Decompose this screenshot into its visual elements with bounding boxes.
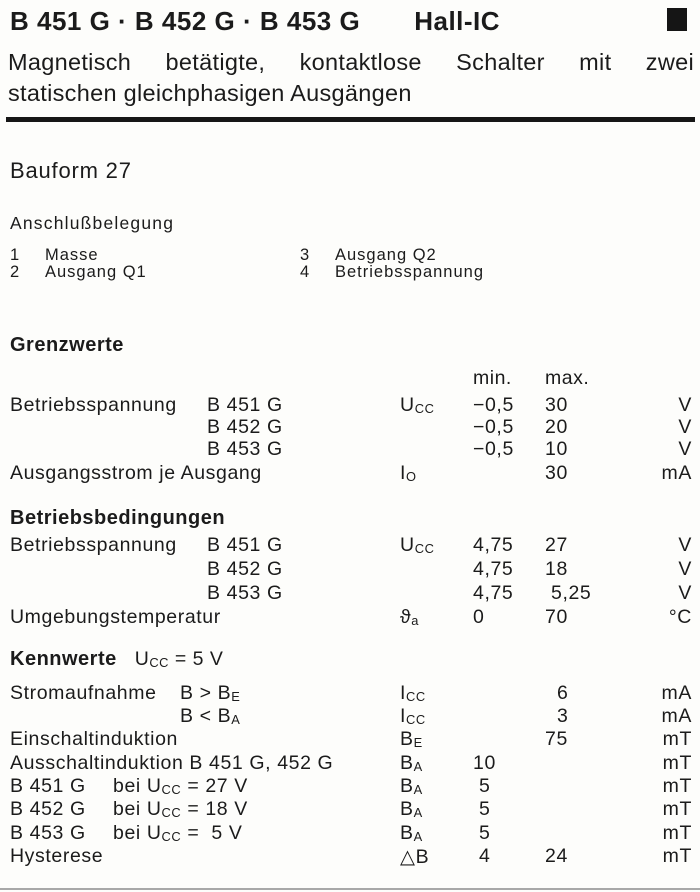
kennwerte-heading-text: Kennwerte <box>10 648 117 670</box>
max-value: 30 <box>545 394 568 416</box>
spec-condition: bei UCC = 5 V <box>113 822 243 845</box>
spec-variant: B 451 G <box>207 394 283 416</box>
pin-label: Betriebsspannung <box>335 263 485 281</box>
unit: mT <box>662 728 692 750</box>
spec-row <box>0 416 700 439</box>
pin-number: 1 <box>10 246 21 264</box>
min-value: 4,75 <box>473 558 514 580</box>
unit: °C <box>668 606 692 628</box>
max-value: 5,25 <box>545 582 592 604</box>
min-value: 5 <box>473 798 491 820</box>
corner-mark-icon <box>667 8 687 31</box>
spec-symbol: UCC <box>400 394 435 417</box>
pin-label: Ausgang Q2 <box>335 246 437 264</box>
spec-label: Betriebsspannung <box>10 534 177 556</box>
spec-row <box>0 682 700 705</box>
spec-label: Hysterese <box>10 845 104 867</box>
spec-condition: bei UCC = 18 V <box>113 798 248 821</box>
min-value: −0,5 <box>473 416 514 438</box>
spec-variant: B 452 G <box>207 416 283 438</box>
spec-label: Ausschaltinduktion B 451 G, 452 G <box>10 752 334 774</box>
spec-row <box>0 752 700 775</box>
spec-row <box>0 606 700 629</box>
spec-variant: B 452 G <box>207 558 283 580</box>
spec-label: Stromaufnahme <box>10 682 157 704</box>
spec-label: Ausgangsstrom je Ausgang <box>10 462 262 484</box>
unit: V <box>678 394 692 416</box>
spec-row <box>0 798 700 821</box>
kennwerte-condition: UCC = 5 V <box>134 648 224 671</box>
pin-number: 2 <box>10 263 21 281</box>
pin-label: Ausgang Q1 <box>45 263 147 281</box>
spec-row <box>0 462 700 485</box>
spec-label: Umgebungstemperatur <box>10 606 221 628</box>
unit: mT <box>662 798 692 820</box>
title-part-numbers: B 451 G · B 452 G · B 453 G <box>10 6 361 36</box>
unit: mA <box>661 705 692 727</box>
max-value: 6 <box>545 682 569 704</box>
spec-row <box>0 394 700 417</box>
unit: mA <box>661 462 692 484</box>
page-subtitle <box>8 47 694 109</box>
unit: mT <box>662 822 692 844</box>
spec-variant: B 453 G <box>207 582 283 604</box>
max-value: 75 <box>545 728 568 750</box>
max-value: 18 <box>545 558 568 580</box>
min-value: 5 <box>473 775 491 797</box>
bauform-label: Bauform 27 <box>10 158 132 183</box>
spec-product: B 451 G <box>10 775 86 797</box>
column-header-max: max. <box>545 367 590 389</box>
spec-label: Betriebsspannung <box>10 394 177 416</box>
spec-symbol: ICC <box>400 682 426 705</box>
spec-symbol: ϑa <box>400 606 420 629</box>
spec-row <box>0 582 700 605</box>
spec-label: Einschaltinduktion <box>10 728 178 750</box>
spec-row <box>0 845 700 868</box>
pin-number: 3 <box>300 246 311 264</box>
spec-condition: bei UCC = 27 V <box>113 775 248 798</box>
spec-symbol: BA <box>400 822 423 845</box>
spec-row <box>0 822 700 845</box>
max-value: 70 <box>545 606 568 628</box>
min-value: 10 <box>473 752 496 774</box>
min-value: −0,5 <box>473 438 514 460</box>
pinout-heading: Anschlußbelegung <box>10 213 175 233</box>
section-heading-betriebsbedingungen: Betriebsbedingungen <box>10 507 226 529</box>
max-value: 24 <box>545 845 568 867</box>
min-value: 4 <box>473 845 491 867</box>
spec-symbol: BE <box>400 728 423 751</box>
unit: V <box>678 582 692 604</box>
unit: mT <box>662 752 692 774</box>
max-value: 20 <box>545 416 568 438</box>
column-header-min: min. <box>473 367 512 389</box>
max-value: 10 <box>545 438 568 460</box>
max-value: 3 <box>545 705 569 727</box>
pin-label: Masse <box>45 246 99 264</box>
spec-row <box>0 705 700 728</box>
min-value: −0,5 <box>473 394 514 416</box>
spec-symbol: BA <box>400 752 423 775</box>
spec-product: B 452 G <box>10 798 86 820</box>
min-value: 4,75 <box>473 582 514 604</box>
spec-row <box>0 558 700 581</box>
header-divider <box>6 117 695 122</box>
spec-symbol: ICC <box>400 705 426 728</box>
max-value: 27 <box>545 534 568 556</box>
spec-symbol: BA <box>400 798 423 821</box>
spec-symbol: BA <box>400 775 423 798</box>
subtitle-line-2: statischen gleichphasigen Ausgängen <box>8 80 412 106</box>
min-value: 4,75 <box>473 534 514 556</box>
spec-variant: B 451 G <box>207 534 283 556</box>
spec-row <box>0 534 700 557</box>
unit: V <box>678 534 692 556</box>
subtitle-line-1: Magnetisch betätigte, kontaktlose Schalter mit zwei <box>8 49 694 75</box>
spec-row <box>0 775 700 798</box>
section-heading-kennwerte <box>10 648 223 671</box>
min-value: 0 <box>473 606 485 628</box>
spec-row <box>0 728 700 751</box>
spec-condition: B > BE <box>180 682 241 705</box>
unit: V <box>678 558 692 580</box>
spec-symbol: UCC <box>400 534 435 557</box>
spec-variant: B 453 G <box>207 438 283 460</box>
page-bottom-divider <box>0 888 700 890</box>
spec-product: B 453 G <box>10 822 86 844</box>
max-value: 30 <box>545 462 568 484</box>
spec-condition: B < BA <box>180 705 241 728</box>
page-title <box>10 6 500 37</box>
title-product-type: Hall-IC <box>414 6 501 36</box>
spec-symbol: IO <box>400 462 417 485</box>
pin-number: 4 <box>300 263 311 281</box>
section-heading-grenzwerte: Grenzwerte <box>10 334 124 356</box>
unit: V <box>678 416 692 438</box>
min-value: 5 <box>473 822 491 844</box>
unit: mT <box>662 775 692 797</box>
unit: mA <box>661 682 692 704</box>
unit: mT <box>662 845 692 867</box>
unit: V <box>678 438 692 460</box>
spec-row <box>0 438 700 461</box>
delta-b-symbol: △B <box>400 846 430 868</box>
